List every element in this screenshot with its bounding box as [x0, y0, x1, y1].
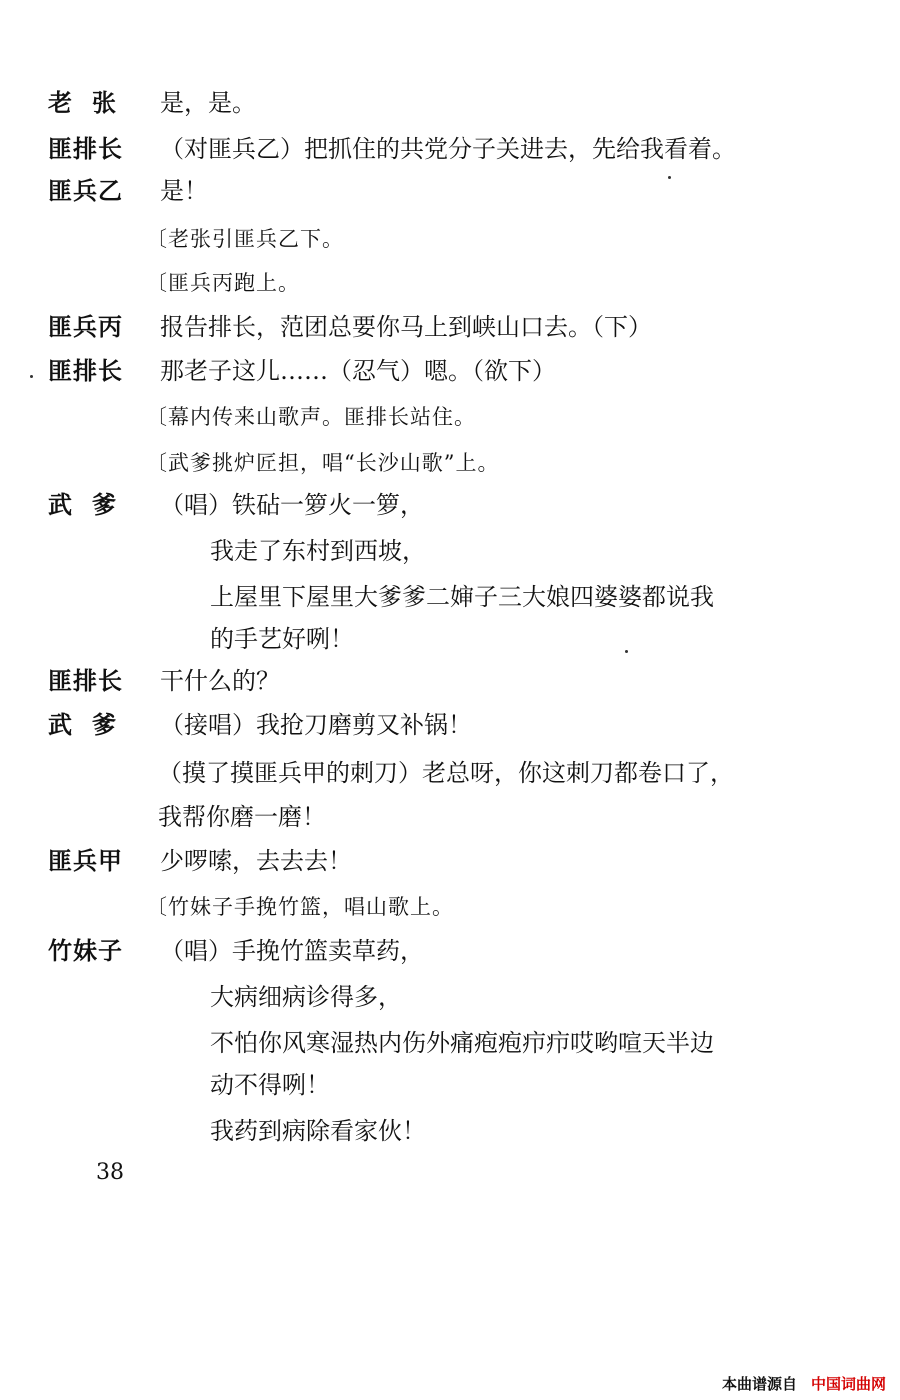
dialogue-line [0, 86, 900, 126]
verse-line [0, 1068, 900, 1108]
footer-source: 本曲谱源自 [721, 1375, 797, 1393]
dialogue-line [0, 310, 900, 350]
line-text: 我走了东村到西坡， [210, 537, 426, 565]
line-text: 少啰嗦，去去去！ [160, 847, 352, 875]
dialogue-line [0, 354, 900, 394]
line-text: 动不得咧！ [210, 1071, 330, 1099]
direction-text: 〔武爹挑炉匠担，唱“长沙山歌”上。 [146, 451, 500, 475]
direction-text: 〔竹妹子手挽竹篮，唱山歌上。 [146, 895, 454, 919]
line-text: 干什么的？ [160, 667, 280, 695]
stage-direction [0, 400, 900, 440]
line-text: 大病细病诊得多， [210, 983, 402, 1011]
line-text: （唱）手挽竹篮卖草药， [160, 937, 424, 965]
verse-line [0, 1026, 900, 1066]
stage-direction [0, 222, 900, 262]
verse-line [0, 800, 900, 840]
direction-text: 〔幕内传来山歌声。匪排长站住。 [146, 405, 476, 429]
line-text: 是！ [160, 177, 208, 205]
verse-line [0, 534, 900, 574]
speaker-name: 老张 [48, 89, 136, 117]
scan-speck [625, 650, 628, 653]
speaker-name: 匪排长 [48, 667, 123, 695]
line-text: 报告排长，范团总要你马上到峡山口去。（下） [160, 313, 652, 341]
verse-line [0, 756, 900, 796]
direction-text: 〔老张引匪兵乙下。 [146, 227, 344, 251]
speaker-name: 匪兵甲 [48, 847, 123, 875]
line-text: 是，是。 [160, 89, 256, 117]
speaker-name: 武爹 [48, 711, 136, 739]
page-number: 38 [96, 1160, 124, 1185]
speaker-name: 竹妹子 [48, 937, 123, 965]
footer-site-link[interactable]: 中国词曲网 [810, 1375, 886, 1393]
speaker-name: 武爹 [48, 491, 136, 519]
speaker-name: 匪兵乙 [48, 177, 123, 205]
direction-text: 〔匪兵丙跑上。 [146, 271, 300, 295]
stage-direction [0, 446, 900, 486]
speaker-name: 匪排长 [48, 357, 123, 385]
verse-line [0, 580, 900, 620]
dialogue-line [0, 934, 900, 974]
dialogue-line [0, 664, 900, 704]
dialogue-line [0, 132, 900, 172]
dialogue-line [0, 174, 900, 214]
line-text: 的手艺好咧！ [210, 625, 354, 653]
line-text: 那老子这儿……（忍气）嗯。（欲下） [160, 357, 556, 385]
line-text: （摸了摸匪兵甲的刺刀）老总呀，你这刺刀都卷口了， [158, 759, 734, 787]
line-text: （唱）铁砧一箩火一箩， [160, 491, 424, 519]
stage-direction [0, 266, 900, 306]
speaker-name: 匪排长 [48, 135, 123, 163]
stage-direction [0, 890, 900, 930]
verse-line [0, 622, 900, 662]
scan-speck [30, 375, 33, 378]
line-text: 上屋里下屋里大爹爹二婶子三大娘四婆婆都说我 [210, 583, 714, 611]
line-text: （接唱）我抢刀磨剪又补锅！ [160, 711, 472, 739]
line-text: （对匪兵乙）把抓住的共党分子关进去，先给我看着。 [160, 135, 736, 163]
line-text: 我帮你磨一磨！ [158, 803, 326, 831]
dialogue-line [0, 844, 900, 884]
verse-line [0, 1114, 900, 1154]
scan-speck [668, 176, 671, 179]
dialogue-line [0, 488, 900, 528]
verse-line [0, 980, 900, 1020]
line-text: 我药到病除看家伙！ [210, 1117, 426, 1145]
dialogue-line [0, 708, 900, 748]
line-text: 不怕你风寒湿热内伤外痛疱疱疖疖哎哟喧天半边 [210, 1029, 714, 1057]
speaker-name: 匪兵丙 [48, 313, 123, 341]
footer-credit [722, 1373, 886, 1394]
